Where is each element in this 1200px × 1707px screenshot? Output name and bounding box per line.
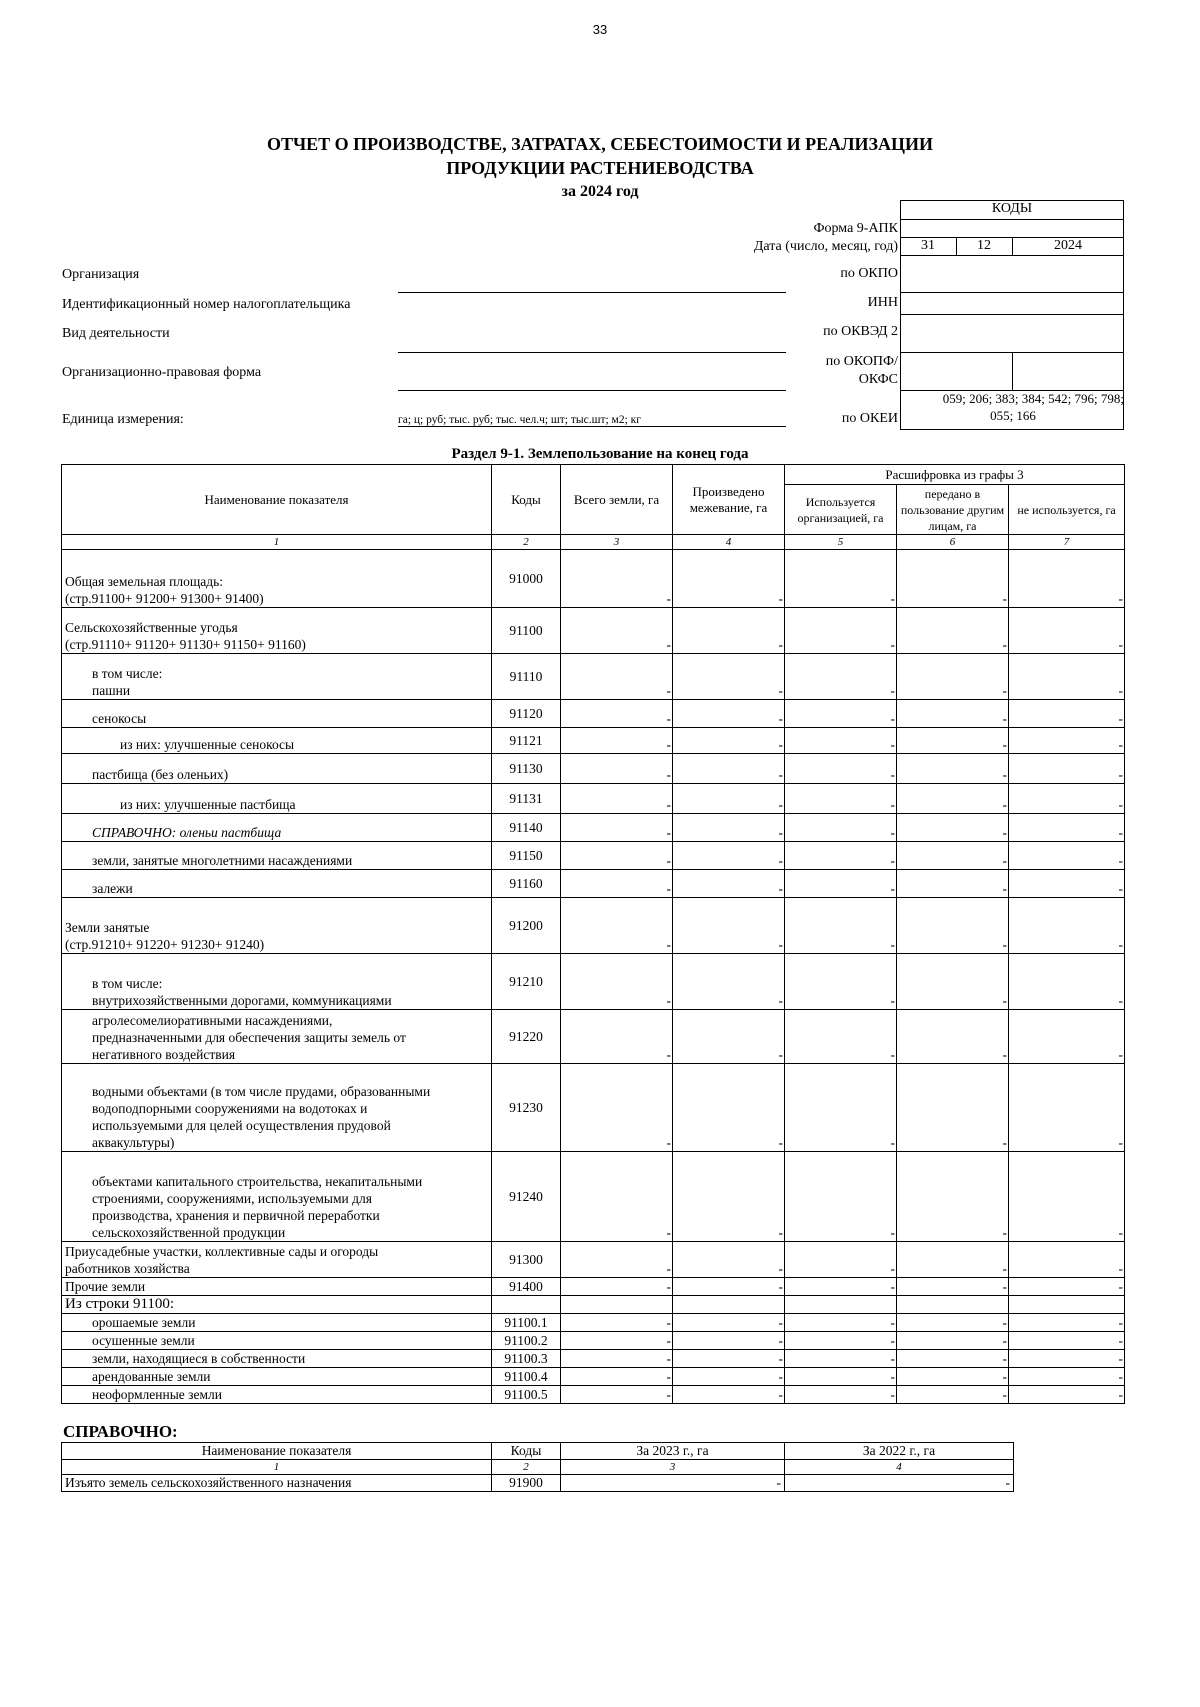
row-value[interactable]: - — [1009, 1242, 1125, 1278]
row-value[interactable]: - — [1009, 654, 1125, 700]
col-number: 7 — [1009, 535, 1125, 550]
row-value[interactable] — [785, 1296, 897, 1314]
header-used: Используется организацией, га — [785, 485, 897, 535]
col-number: 3 — [561, 535, 673, 550]
row-value[interactable]: - — [1009, 1152, 1125, 1242]
row-value[interactable]: - — [897, 754, 1009, 784]
table-row — [62, 608, 1125, 654]
row-value[interactable]: - — [1009, 1332, 1125, 1350]
row-code: 91131 — [492, 784, 561, 814]
row-code: 91210 — [492, 954, 561, 1010]
unit-label: Единица измерения: — [62, 412, 184, 427]
row-code: 91100.3 — [492, 1350, 561, 1368]
row-code: 91130 — [492, 754, 561, 784]
report-title-line1: ОТЧЕТ О ПРОИЗВОДСТВЕ, ЗАТРАТАХ, СЕБЕСТОИМОСТИ И РЕАЛИЗАЦИИ — [266, 134, 934, 154]
row-value[interactable]: - — [785, 1278, 897, 1296]
form-label: Форма 9-АПК — [813, 221, 898, 236]
row-value[interactable]: - — [673, 700, 785, 728]
row-name: Из строки 91100: — [62, 1296, 492, 1314]
organization-label: Организация — [62, 267, 140, 282]
row-name: сенокосы — [62, 700, 492, 728]
table-row — [62, 814, 1125, 842]
table-row — [62, 1350, 1125, 1368]
okved-label: по ОКВЭД 2 — [823, 324, 898, 339]
row-value[interactable]: - — [1009, 814, 1125, 842]
okpo-label: по ОКПО — [840, 266, 898, 281]
reference-table — [61, 1442, 1014, 1492]
header-breakdown: Расшифровка из графы 3 — [785, 465, 1125, 485]
codes-header: КОДЫ — [991, 201, 1033, 216]
row-name: пастбища (без оленьих) — [62, 754, 492, 784]
row-name: Земли занятые (стр.91210+ 91220+ 91230+ 91240) — [62, 898, 492, 954]
land-use-table — [61, 464, 1125, 1404]
row-value[interactable]: - — [561, 870, 673, 898]
row-value[interactable]: - — [561, 728, 673, 754]
col-number: 5 — [785, 535, 897, 550]
table-row — [62, 728, 1125, 754]
row-value[interactable]: - — [561, 700, 673, 728]
row-value[interactable]: - — [897, 1010, 1009, 1064]
row-value[interactable]: - — [561, 1152, 673, 1242]
row-value[interactable]: - — [897, 654, 1009, 700]
ref-row-name: Изъято земель сельскохозяйственного назначения — [62, 1475, 492, 1492]
row-value[interactable]: - — [561, 842, 673, 870]
row-value[interactable]: - — [785, 1314, 897, 1332]
row-code: 91230 — [492, 1064, 561, 1152]
row-value[interactable]: - — [673, 608, 785, 654]
ref-col-number: 4 — [785, 1460, 1014, 1475]
row-value[interactable] — [673, 1296, 785, 1314]
page-number: 33 — [592, 22, 608, 37]
okfs-label: ОКФС — [858, 372, 898, 387]
row-value[interactable]: - — [785, 1332, 897, 1350]
row-value[interactable]: - — [785, 550, 897, 608]
row-value[interactable]: - — [785, 700, 897, 728]
row-value[interactable]: - — [1009, 898, 1125, 954]
row-value[interactable]: - — [785, 1386, 897, 1404]
row-value[interactable]: - — [673, 1242, 785, 1278]
row-value[interactable]: - — [897, 842, 1009, 870]
unit-value: га; ц; руб; тыс. руб; тыс. чел.ч; шт; тыс.шт; м2; кг — [398, 414, 786, 427]
row-value[interactable]: - — [1009, 870, 1125, 898]
row-value[interactable] — [561, 1296, 673, 1314]
table-row — [62, 654, 1125, 700]
row-code: 91100.2 — [492, 1332, 561, 1350]
header-transferred: передано в пользование другим лицам, га — [897, 485, 1009, 535]
row-value[interactable]: - — [561, 550, 673, 608]
date-day: 31 — [921, 238, 935, 253]
col-number: 1 — [62, 535, 492, 550]
row-value[interactable]: - — [1009, 1350, 1125, 1368]
row-value[interactable]: - — [673, 550, 785, 608]
row-code: 91220 — [492, 1010, 561, 1064]
row-code: 91100.5 — [492, 1386, 561, 1404]
row-value[interactable]: - — [673, 1314, 785, 1332]
row-value[interactable]: - — [673, 814, 785, 842]
row-value[interactable]: - — [785, 1064, 897, 1152]
date-month: 12 — [977, 238, 991, 253]
row-name: в том числе: внутрихозяйственными дорогами, коммуникациями — [62, 954, 492, 1010]
header-total: Всего земли, га — [561, 465, 673, 535]
ref-row-code: 91900 — [492, 1475, 561, 1492]
row-value[interactable]: - — [673, 1386, 785, 1404]
row-value[interactable]: - — [561, 814, 673, 842]
ref-col-number: 2 — [492, 1460, 561, 1475]
row-value[interactable]: - — [1009, 1010, 1125, 1064]
report-title-line2: ПРОДУКЦИИ РАСТЕНИЕВОДСТВА — [446, 158, 754, 178]
table-row — [62, 1010, 1125, 1064]
row-value[interactable]: - — [673, 954, 785, 1010]
row-value[interactable]: - — [1009, 754, 1125, 784]
row-value[interactable]: - — [1009, 1278, 1125, 1296]
ref-row-2022[interactable]: - — [785, 1475, 1014, 1492]
row-value[interactable]: - — [785, 728, 897, 754]
table-row — [62, 898, 1125, 954]
row-value[interactable]: - — [897, 784, 1009, 814]
row-value[interactable]: - — [897, 700, 1009, 728]
row-value[interactable]: - — [673, 754, 785, 784]
row-value[interactable]: - — [897, 1332, 1009, 1350]
row-name: арендованные земли — [62, 1368, 492, 1386]
row-value[interactable]: - — [897, 608, 1009, 654]
row-value[interactable]: - — [1009, 954, 1125, 1010]
row-value[interactable]: - — [561, 608, 673, 654]
row-value[interactable]: - — [561, 898, 673, 954]
row-value[interactable]: - — [561, 654, 673, 700]
col-number: 4 — [673, 535, 785, 550]
row-value[interactable]: - — [673, 1332, 785, 1350]
row-value[interactable]: - — [897, 1242, 1009, 1278]
row-value[interactable]: - — [785, 1242, 897, 1278]
table-row — [62, 870, 1125, 898]
row-value[interactable]: - — [673, 842, 785, 870]
section-title: Раздел 9-1. Землепользование на конец года — [451, 446, 749, 462]
row-value[interactable]: - — [897, 1386, 1009, 1404]
table-row — [62, 1242, 1125, 1278]
row-value[interactable]: - — [561, 1314, 673, 1332]
row-code: 91140 — [492, 814, 561, 842]
ref-header-2022: За 2022 г., га — [785, 1443, 1014, 1460]
ref-col-number: 3 — [561, 1460, 785, 1475]
activity-label: Вид деятельности — [62, 326, 170, 341]
report-year: за 2024 год — [561, 183, 639, 200]
row-value[interactable]: - — [785, 608, 897, 654]
okei-label: по ОКЕИ — [841, 411, 898, 426]
row-name: земли, находящиеся в собственности — [62, 1350, 492, 1368]
header-unused: не используется, га — [1009, 485, 1125, 535]
legal-form-field[interactable] — [398, 390, 786, 391]
row-value[interactable]: - — [785, 1010, 897, 1064]
table-row — [62, 784, 1125, 814]
okei-codes-line1: 059; 206; 383; 384; 542; 796; 798; — [942, 391, 1124, 406]
row-value[interactable]: - — [785, 898, 897, 954]
row-name: Приусадебные участки, коллективные сады и огороды работников хозяйства — [62, 1242, 492, 1278]
inn-label: ИНН — [867, 295, 898, 310]
row-value[interactable]: - — [673, 1152, 785, 1242]
row-value[interactable]: - — [673, 728, 785, 754]
table-row — [62, 842, 1125, 870]
row-value[interactable]: - — [561, 784, 673, 814]
inn-full-label: Идентификационный номер налогоплательщика — [62, 297, 351, 312]
row-value[interactable]: - — [561, 1278, 673, 1296]
row-name: Сельскохозяйственные угодья (стр.91110+ 91120+ 91130+ 91150+ 91160) — [62, 608, 492, 654]
row-value[interactable]: - — [897, 814, 1009, 842]
organization-field[interactable] — [398, 292, 786, 293]
row-value[interactable]: - — [785, 1368, 897, 1386]
ref-header-name: Наименование показателя — [62, 1443, 492, 1460]
row-name: из них: улучшенные пастбища — [62, 784, 492, 814]
row-name: в том числе: пашни — [62, 654, 492, 700]
table-row — [62, 1314, 1125, 1332]
row-value[interactable]: - — [897, 1368, 1009, 1386]
row-name: неоформленные земли — [62, 1386, 492, 1404]
row-value[interactable]: - — [1009, 608, 1125, 654]
row-value[interactable]: - — [785, 870, 897, 898]
row-name: Общая земельная площадь: (стр.91100+ 91200+ 91300+ 91400) — [62, 550, 492, 608]
row-code: 91160 — [492, 870, 561, 898]
row-value[interactable]: - — [785, 814, 897, 842]
row-code: 91110 — [492, 654, 561, 700]
row-value[interactable] — [897, 1296, 1009, 1314]
row-name: залежи — [62, 870, 492, 898]
row-value[interactable]: - — [1009, 1064, 1125, 1152]
row-value[interactable]: - — [897, 898, 1009, 954]
row-value[interactable]: - — [673, 1350, 785, 1368]
activity-field[interactable] — [398, 352, 786, 353]
ref-row-2023[interactable]: - — [561, 1475, 785, 1492]
table-row — [62, 1368, 1125, 1386]
row-value[interactable]: - — [897, 1064, 1009, 1152]
row-name: агролесомелиоративными насаждениями, предназначенными для обеспечения защиты земель от негативного воздействия — [62, 1010, 492, 1064]
row-value[interactable]: - — [673, 1278, 785, 1296]
row-value[interactable]: - — [785, 654, 897, 700]
table-row — [62, 754, 1125, 784]
table-row — [62, 1296, 1125, 1314]
row-value[interactable]: - — [785, 1350, 897, 1368]
ref-col-number: 1 — [62, 1460, 492, 1475]
row-value[interactable] — [1009, 1296, 1125, 1314]
col-number: 6 — [897, 535, 1009, 550]
row-value[interactable]: - — [785, 754, 897, 784]
date-label: Дата (число, месяц, год) — [753, 239, 898, 254]
row-value[interactable]: - — [673, 1368, 785, 1386]
row-name: Прочие земли — [62, 1278, 492, 1296]
row-value[interactable]: - — [785, 842, 897, 870]
row-code: 91120 — [492, 700, 561, 728]
row-value[interactable]: - — [1009, 550, 1125, 608]
row-value[interactable]: - — [785, 784, 897, 814]
row-value[interactable]: - — [897, 550, 1009, 608]
legal-form-label: Организационно-правовая форма — [62, 365, 262, 380]
row-value[interactable]: - — [897, 870, 1009, 898]
row-code: 91000 — [492, 550, 561, 608]
table-row — [62, 954, 1125, 1010]
row-value[interactable]: - — [673, 784, 785, 814]
okopf-label: по ОКОПФ/ — [825, 354, 898, 369]
row-value[interactable]: - — [561, 754, 673, 784]
table-row — [62, 1386, 1125, 1404]
row-name: осушенные земли — [62, 1332, 492, 1350]
row-value[interactable]: - — [785, 1152, 897, 1242]
row-name: из них: улучшенные сенокосы — [62, 728, 492, 754]
row-value[interactable]: - — [1009, 1386, 1125, 1404]
row-code: 91240 — [492, 1152, 561, 1242]
row-value[interactable]: - — [561, 1386, 673, 1404]
row-code: 91300 — [492, 1242, 561, 1278]
row-name: водными объектами (в том числе прудами, образованными водоподпорными сооружениями на водотоках и используемыми для целей осуществления прудовой аквакультуры) — [62, 1064, 492, 1152]
row-value[interactable]: - — [561, 1350, 673, 1368]
row-code: 91150 — [492, 842, 561, 870]
row-code — [492, 1296, 561, 1314]
row-value[interactable]: - — [561, 1332, 673, 1350]
table-row — [62, 1332, 1125, 1350]
row-value[interactable]: - — [561, 954, 673, 1010]
row-value[interactable]: - — [561, 1010, 673, 1064]
row-value[interactable]: - — [897, 1152, 1009, 1242]
row-value[interactable]: - — [561, 1242, 673, 1278]
row-value[interactable]: - — [897, 1278, 1009, 1296]
row-value[interactable]: - — [1009, 1368, 1125, 1386]
table-row — [62, 550, 1125, 608]
row-value[interactable]: - — [1009, 842, 1125, 870]
reference-title: СПРАВОЧНО: — [63, 1422, 178, 1441]
header-survey: Произведено межевание, га — [673, 465, 785, 535]
row-name: СПРАВОЧНО: оленьи пастбища — [62, 814, 492, 842]
row-value[interactable]: - — [1009, 700, 1125, 728]
row-value[interactable]: - — [1009, 728, 1125, 754]
row-value[interactable]: - — [1009, 784, 1125, 814]
row-name: объектами капитального строительства, некапитальными строениями, сооружениями, используемыми для производства, хранения и первичной переработки сельскохозяйственной продукции — [62, 1152, 492, 1242]
row-name: орошаемые земли — [62, 1314, 492, 1332]
row-code: 91200 — [492, 898, 561, 954]
row-value[interactable]: - — [673, 1064, 785, 1152]
row-code: 91121 — [492, 728, 561, 754]
row-value[interactable]: - — [561, 1064, 673, 1152]
row-value[interactable]: - — [673, 898, 785, 954]
table-row — [62, 700, 1125, 728]
table-row — [62, 1064, 1125, 1152]
row-code: 91400 — [492, 1278, 561, 1296]
row-value[interactable]: - — [897, 1350, 1009, 1368]
col-number: 2 — [492, 535, 561, 550]
row-value[interactable]: - — [897, 728, 1009, 754]
row-value[interactable]: - — [785, 954, 897, 1010]
table-row — [62, 1278, 1125, 1296]
okei-codes-line2: 055; 166 — [990, 408, 1036, 423]
row-value[interactable]: - — [897, 954, 1009, 1010]
row-value[interactable]: - — [1009, 1314, 1125, 1332]
row-value[interactable]: - — [561, 1368, 673, 1386]
row-code: 91100.4 — [492, 1368, 561, 1386]
row-name: земли, занятые многолетними насаждениями — [62, 842, 492, 870]
row-value[interactable]: - — [673, 1010, 785, 1064]
row-code: 91100 — [492, 608, 561, 654]
date-year: 2024 — [1054, 238, 1082, 253]
row-value[interactable]: - — [673, 870, 785, 898]
row-value[interactable]: - — [673, 654, 785, 700]
table-row — [62, 1152, 1125, 1242]
ref-header-2023: За 2023 г., га — [561, 1443, 785, 1460]
row-code: 91100.1 — [492, 1314, 561, 1332]
header-name: Наименование показателя — [62, 465, 492, 535]
ref-header-code: Коды — [492, 1443, 561, 1460]
row-value[interactable]: - — [897, 1314, 1009, 1332]
header-code: Коды — [492, 465, 561, 535]
